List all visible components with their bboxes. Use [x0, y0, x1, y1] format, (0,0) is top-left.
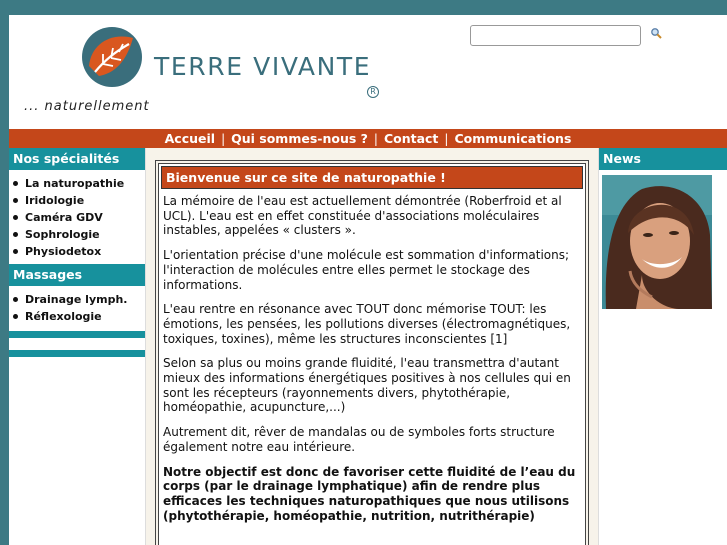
massages-list — [9, 286, 145, 329]
sidebar-item-iridologie[interactable] — [11, 193, 145, 210]
article — [158, 163, 586, 545]
search-input[interactable] — [470, 25, 641, 46]
search-icon[interactable] — [650, 27, 664, 41]
sidebar-item-label: Sophrologie — [25, 228, 100, 241]
bullet-icon — [13, 232, 18, 237]
paragraph: L'orientation précise d'une molécule est sommation d'informations; l'interaction de molécules entre elles permet le stockage des informations. — [163, 248, 570, 292]
sidebar-item-label: Drainage lymph. — [25, 293, 128, 306]
bullet-icon — [13, 181, 18, 186]
paragraph: La mémoire de l'eau est actuellement démontrée (Roberfroid et al UCL). L'eau est en effet constituée d'associations moléculaires instables, appelées « clusters ». — [163, 194, 562, 238]
sidebar-item-label: Physiodetox — [25, 245, 102, 258]
sidebar-item-label: Iridologie — [25, 194, 85, 207]
sidebar-item-label: La naturopathie — [25, 177, 125, 190]
sidebar-item-label: Réflexologie — [25, 310, 102, 323]
article-title: Bienvenue sur ce site de naturopathie ! — [161, 166, 583, 189]
specialites-list — [9, 170, 145, 264]
sidebar-item-sophrologie[interactable] — [11, 227, 145, 244]
sidebar-divider — [9, 350, 145, 357]
massages-heading: Massages — [9, 264, 145, 286]
nav-contact[interactable]: Contact — [383, 131, 439, 146]
main-nav — [9, 129, 727, 148]
logo[interactable] — [81, 26, 391, 96]
paragraph: Selon sa plus ou moins grande fluidité, l'eau transmettra d'autant mieux des informations énergétiques positives à nos cellules qui en sont les récepteurs (rayonnements divers, phytothérapie, homéopathie, acupuncture,...) — [163, 356, 571, 415]
registered-mark: R — [367, 86, 379, 98]
sidebar-item-camera-gdv[interactable] — [11, 210, 145, 227]
left-sidebar — [9, 148, 145, 545]
sidebar-spacer — [9, 338, 145, 350]
nav-separator: | — [444, 131, 449, 146]
brand-name: TERRE VIVANTE — [154, 52, 372, 81]
sidebar-item-reflexologie[interactable] — [11, 309, 145, 326]
leaf-logo-icon — [81, 26, 143, 88]
nav-separator: | — [373, 131, 378, 146]
news-heading: News — [599, 148, 727, 170]
bullet-icon — [13, 215, 18, 220]
page — [9, 15, 727, 545]
bullet-icon — [13, 249, 18, 254]
sidebar-item-physiodetox[interactable] — [11, 244, 145, 261]
sidebar-item-label: Caméra GDV — [25, 211, 103, 224]
bullet-icon — [13, 314, 18, 319]
specialites-heading: Nos spécialités — [9, 148, 145, 170]
portrait-photo[interactable] — [602, 175, 712, 309]
nav-communications[interactable]: Communications — [454, 131, 572, 146]
article-body — [159, 191, 585, 523]
bullet-icon — [13, 198, 18, 203]
nav-accueil[interactable]: Accueil — [164, 131, 216, 146]
sidebar-item-naturopathie[interactable] — [11, 176, 145, 193]
paragraph: L'eau rentre en résonance avec TOUT donc mémorise TOUT: les émotions, les pensées, les pollutions diverses (électromagnétiques, toxiques, toxines), même les structures inconscientes [1] — [163, 302, 571, 346]
sidebar-divider — [9, 331, 145, 338]
objective-paragraph: Notre objectif est donc de favoriser cette fluidité de l’eau du corps (par le drainage lymphatique) afin de rendre plus efficaces les techniques naturopathiques que nous utilisons (phytothérapie, homéopathie, nutrition, nutrithérapie) — [163, 464, 576, 523]
bullet-icon — [13, 297, 18, 302]
tagline: ... naturellement — [24, 99, 150, 114]
nav-qui-sommes-nous[interactable]: Qui sommes-nous ? — [231, 131, 368, 146]
nav-separator: | — [221, 131, 226, 146]
right-sidebar — [599, 148, 727, 545]
main-content — [145, 148, 599, 545]
sidebar-item-drainage[interactable] — [11, 292, 145, 309]
paragraph: Autrement dit, rêver de mandalas ou de symboles forts structure également notre eau intérieure. — [163, 425, 555, 454]
